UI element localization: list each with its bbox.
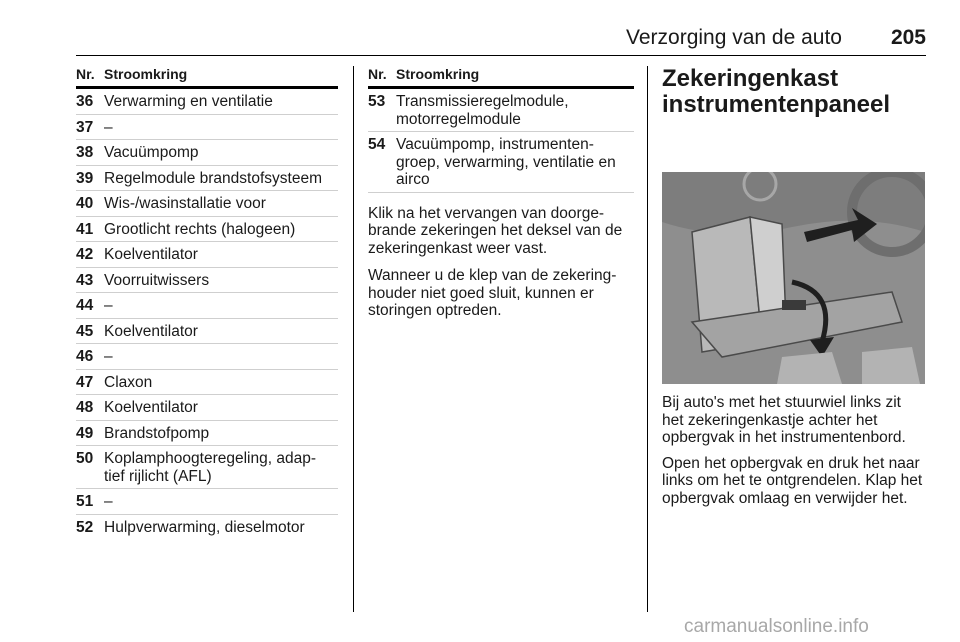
fuse-circuit: Grootlicht rechts (halogeen): [104, 220, 296, 238]
page-number: 205: [890, 26, 926, 49]
table-row: [76, 489, 338, 515]
fuse-number: 38: [76, 144, 94, 161]
fuse-circuit: Vacuümpomp: [104, 144, 199, 161]
col-circuit-header: Stroomkring: [396, 66, 480, 82]
table-row: [76, 319, 338, 345]
fuse-number: 52: [76, 518, 94, 536]
middle-column: [368, 66, 634, 320]
col-circuit-header: Stroomkring: [104, 66, 188, 82]
fuse-number: 41: [76, 220, 94, 238]
fuse-circuit: Claxon: [104, 373, 153, 391]
fuse-circuit: Koplamphoogteregeling, adap- tief rijlicht (AFL): [104, 450, 316, 485]
table-row: [76, 344, 338, 370]
table-row: [76, 370, 338, 396]
column-divider-right: [647, 66, 648, 612]
table-row: [76, 89, 338, 115]
right-column: [662, 66, 927, 118]
fuse-circuit: –: [104, 493, 113, 510]
fusebox-drawing: [662, 172, 925, 384]
fuse-number: 45: [76, 322, 94, 340]
table-row: [76, 166, 338, 192]
fuse-number: 49: [76, 424, 94, 442]
fuse-circuit: Koelventilator: [104, 399, 198, 416]
watermark: carmanualsonline.info: [684, 616, 869, 637]
table-row: [76, 395, 338, 421]
body-paragraph: Wanneer u de klep van de zekering- houder niet goed sluit, kunnen er storingen optreden.: [368, 267, 617, 319]
fuse-circuit: –: [104, 297, 113, 314]
fuse-circuit: Wis-/wasinstallatie voor: [104, 195, 266, 212]
table-row: [76, 191, 338, 217]
fuse-number: 39: [76, 169, 94, 187]
section-heading: Zekeringenkast instrumentenpaneel: [662, 65, 891, 118]
fuse-circuit: Vacuümpomp, instrumenten- groep, verwarming, ventilatie en airco: [396, 136, 616, 188]
table-row: [76, 446, 338, 489]
col-nr-header: Nr.: [368, 66, 387, 82]
header-rule: [76, 55, 926, 56]
fuse-number: 51: [76, 493, 94, 510]
fuse-number: 47: [76, 373, 94, 391]
fuse-table-left: [76, 66, 338, 539]
fuse-number: 54: [368, 136, 386, 153]
fuse-circuit: –: [104, 348, 113, 365]
right-column-text: [662, 394, 927, 507]
table-row: [76, 421, 338, 447]
fuse-number: 40: [76, 195, 94, 212]
table-row: [76, 115, 338, 141]
fuse-circuit: Koelventilator: [104, 246, 198, 263]
fuse-circuit: Brandstofpomp: [104, 424, 210, 442]
fuse-circuit: Hulpverwarming, dieselmotor: [104, 518, 305, 536]
table-row: [76, 268, 338, 294]
page-header: [76, 26, 926, 50]
fuse-number: 48: [76, 399, 94, 416]
fuse-circuit: Regelmodule brandstofsysteem: [104, 169, 322, 187]
fuse-circuit: –: [104, 118, 113, 136]
fuse-number: 43: [76, 271, 94, 289]
table-header: [76, 66, 338, 89]
fuse-circuit: Verwarming en ventilatie: [104, 93, 273, 110]
table-row: [368, 132, 634, 193]
fuse-number: 50: [76, 450, 94, 467]
fuse-number: 46: [76, 348, 94, 365]
table-row: [76, 515, 338, 540]
fuse-number: 36: [76, 93, 94, 110]
body-paragraph: Open het opbergvak en druk het naar links om het te ontgrendelen. Klap het opbergvak omlaag en verwijder het.: [662, 454, 923, 507]
table-row: [368, 89, 634, 132]
fuse-circuit: Voorruitwissers: [104, 271, 210, 289]
table-row: [76, 217, 338, 243]
col-nr-header: Nr.: [76, 66, 95, 82]
table-row: [76, 242, 338, 268]
body-paragraph: Bij auto's met het stuurwiel links zit het zekeringenkastje achter het opbergvak in het instrumentenbord.: [662, 394, 906, 446]
fuse-number: 42: [76, 246, 94, 263]
table-header: [368, 66, 634, 89]
fuse-circuit: Koelventilator: [104, 322, 198, 340]
fuse-circuit: Transmissieregelmodule, motorregelmodule: [396, 93, 569, 128]
body-paragraph: Klik na het vervangen van doorge- brande zekeringen het deksel van de zekeringenkast weer vast.: [368, 204, 623, 257]
fuse-number: 44: [76, 297, 94, 314]
fusebox-illustration: [662, 172, 925, 384]
table-row: [76, 293, 338, 319]
fuse-number: 53: [368, 93, 386, 110]
table-row: [76, 140, 338, 166]
page-title: Verzorging van de auto: [626, 26, 842, 49]
column-divider-left: [353, 66, 354, 612]
fuse-number: 37: [76, 118, 94, 136]
